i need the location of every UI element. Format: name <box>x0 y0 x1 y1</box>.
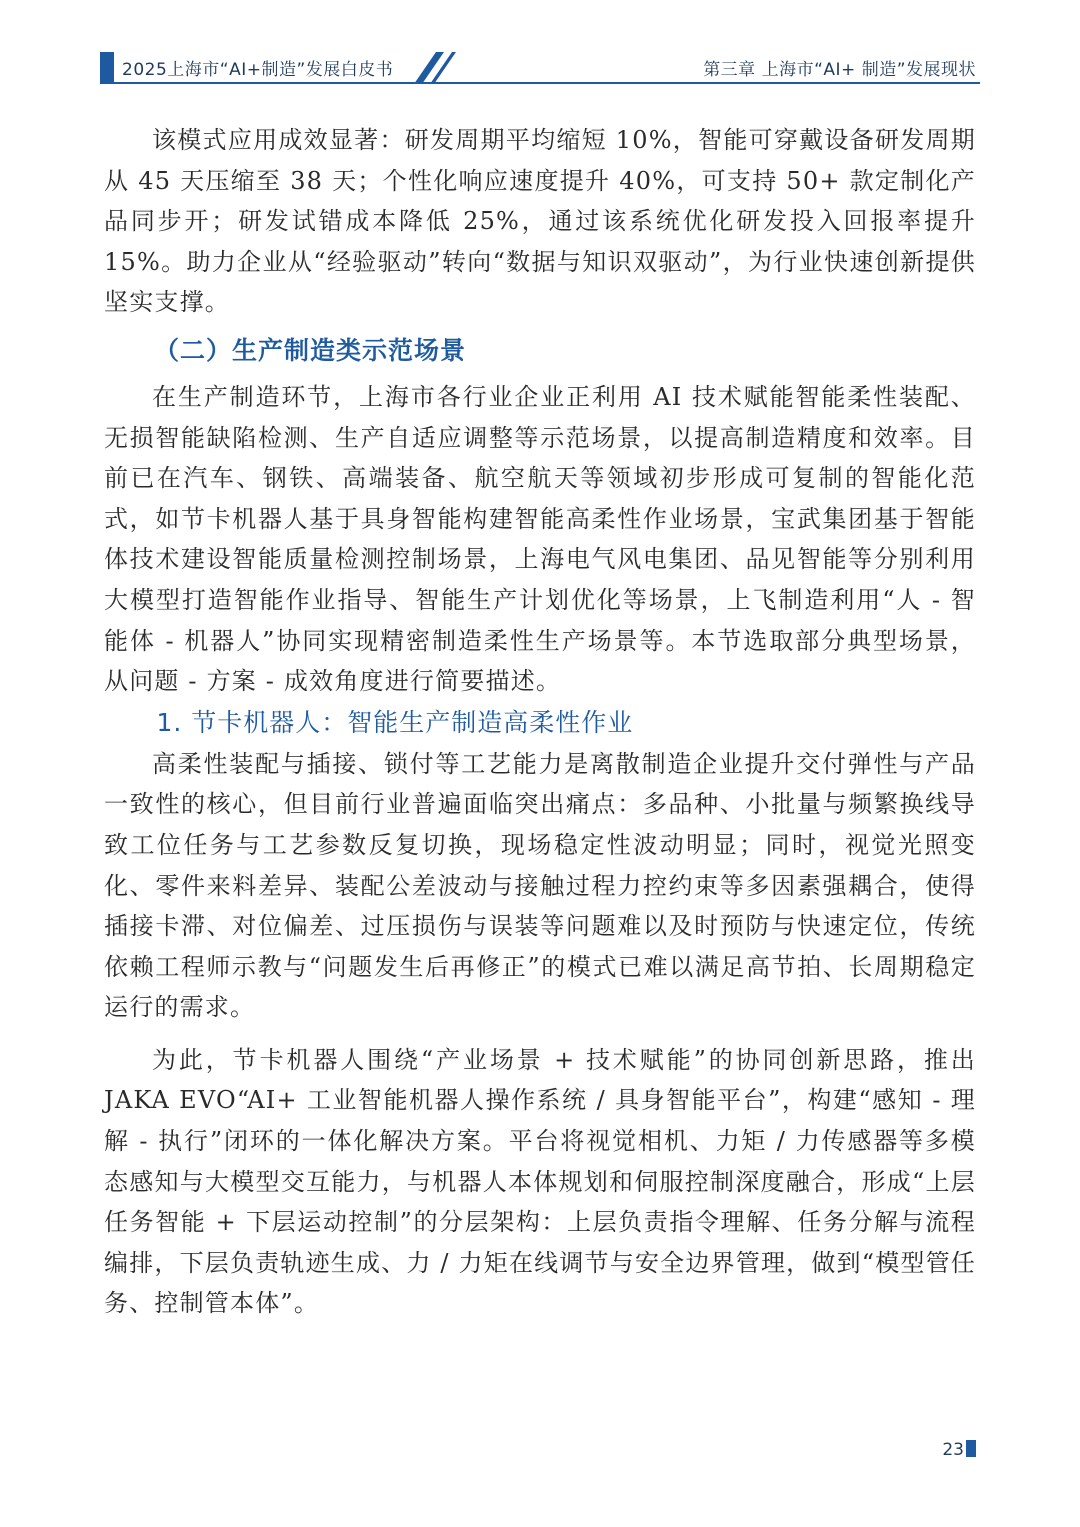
paragraph-results: 该模式应用成效显著：研发周期平均缩短 10%，智能可穿戴设备研发周期从 45 天压缩至 38 天；个性化响应速度提升 40%，可支持 50+ 款定制化产品同步开；研发试错成本降低 25%，通过该系统优化研发投入回报率提升 15%。助力企业从“经验驱动”转向“数据与知识双驱动”，为行业快速创新提供坚实支撑。 <box>104 126 976 317</box>
page-header <box>100 52 980 84</box>
paragraph-solution: 为此，节卡机器人围绕“产业场景 + 技术赋能”的协同创新思路，推出 JAKA EVO“AI+ 工业智能机器人操作系统 / 具身智能平台”，构建“感知 - 理解 - 执行”闭环的一体化解决方案。平台将视觉相机、力矩 / 力传感器等多模态感知与大模型交互能力，与机器人本体规划和伺服控制深度融合，形成“上层任务智能 + 下层运动控制”的分层架构：上层负责指令理解、任务分解与流程编排，下层负责轨迹生成、力 / 力矩在线调节与安全边界管理，做到“模型管任务、控制管本体”。 <box>104 1045 977 1318</box>
paragraph-production-scenarios: 在生产制造环节，上海市各行业企业正利用 AI 技术赋能智能柔性装配、无损智能缺陷检测、生产自适应调整等示范场景，以提高制造精度和效率。目前已在汽车、钢铁、高端装备、航空航天等领域初步形成可复制的智能化范式，如节卡机器人基于具身智能构建智能高柔性作业场景，宝武集团基于智能体技术建设智能质量检测控制场景，上海电气风电集团、品见智能等分别利用大模型打造智能作业指导、智能生产计划优化等场景，上飞制造利用“人 - 智能体 - 机器人”协同实现精密制造柔性生产场景等。本节选取部分典型场景，从问题 - 方案 - 成效角度进行简要描述。 <box>104 382 976 696</box>
paragraph-pain-points: 高柔性装配与插接、锁付等工艺能力是离散制造企业提升交付弹性与产品一致性的核心，但目前行业普遍面临突出痛点：多品种、小批量与频繁换线导致工位任务与工艺参数反复切换，现场稳定性波动明显；同时，视觉光照变化、零件来料差异、装配公差波动与接触过程力控约束等多因素强耦合，使得插接卡滞、对位偏差、过压损伤与误装等问题难以及时预防与快速定位，传统依赖工程师示教与“问题发生后再修正”的模式已难以满足高节拍、长周期稳定运行的需求。 <box>104 749 976 1022</box>
section-heading: （二）生产制造类示范场景 <box>154 335 467 365</box>
page-content <box>104 120 976 1324</box>
header-chapter-title: 第三章 上海市“AI+ 制造”发展现状 <box>703 60 976 80</box>
paragraph-gap <box>104 1028 976 1040</box>
page-number <box>942 1440 976 1460</box>
header-rule <box>100 82 980 84</box>
page-number-marker <box>966 1440 976 1457</box>
header-slash-decoration <box>400 52 520 84</box>
page-number-text: 23 <box>942 1440 964 1460</box>
header-accent-bar <box>100 52 114 84</box>
header-book-title: 2025上海市“AI+制造”发展白皮书 <box>122 60 394 80</box>
subsection-heading: 1. 节卡机器人：智能生产制造高柔性作业 <box>156 707 634 737</box>
